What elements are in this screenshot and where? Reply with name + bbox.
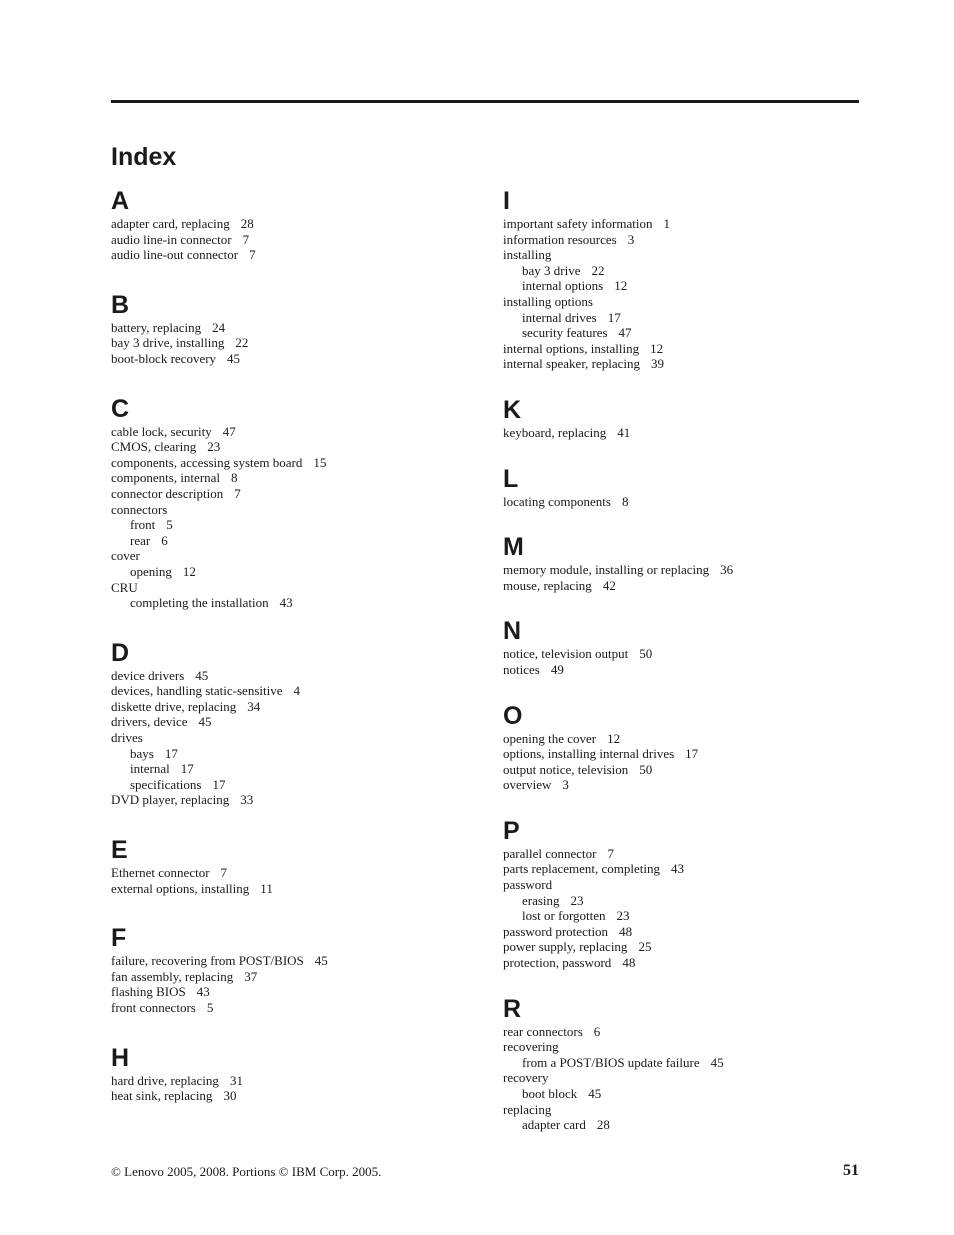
entry-term: parallel connector [503,845,597,861]
entry-page-ref: 17 [685,746,699,762]
entry-term: drives [111,730,143,746]
entry-page-ref: 12 [607,730,621,746]
entry-page-ref: 48 [619,923,633,939]
entry-term: recovering [503,1039,559,1055]
index-entry [111,699,471,715]
index-section-e [111,835,471,896]
index-subentry [503,325,863,341]
entry-term: components, accessing system board [111,454,303,470]
index-entry [111,984,471,1000]
entry-term: battery, replacing [111,319,202,335]
entry-page-ref: 1 [663,216,670,231]
entry-page-ref: 39 [651,356,664,372]
entry-page-ref: 7 [607,845,614,861]
entry-page-ref: 24 [212,319,226,335]
index-entry [503,1024,863,1040]
index-entry [111,683,471,699]
section-letter: H [111,1043,130,1072]
index-section-k [503,395,863,441]
entry-term: flashing BIOS [111,984,186,1000]
index-entry [503,762,863,778]
section-letter: K [503,395,522,424]
entry-term: device drivers [111,667,185,683]
index-entry [111,502,471,518]
index-entry [503,341,863,357]
index-entry [111,351,471,367]
entry-term: overview [503,777,552,793]
index-entry [503,356,863,372]
entry-page-ref: 47 [618,325,632,341]
entry-term: memory module, installing or replacing [503,562,710,578]
index-subentry [503,1086,863,1102]
index-entry [503,562,863,578]
entry-page-ref: 23 [616,908,630,924]
entry-page-ref: 7 [220,865,228,881]
entry-term: password [503,877,553,893]
entry-page-ref: 43 [196,984,210,1000]
section-letter: D [111,638,130,667]
index-entry [503,247,863,263]
index-entry [111,730,471,746]
index-subentry [503,893,863,909]
entry-term: output notice, television [503,761,629,777]
index-entry [503,924,863,940]
entry-page-ref: 6 [593,1023,601,1039]
entry-term: specifications [130,776,202,792]
index-entry [111,1088,471,1104]
index-section-m [503,532,863,593]
entry-term: from a POST/BIOS update failure [522,1054,700,1070]
section-letter: M [503,533,524,562]
index-entry [111,486,471,502]
index-subentry [503,908,863,924]
entry-term: opening [130,563,172,579]
entry-term: internal drives [522,309,597,325]
index-section-a [111,186,471,263]
index-entry [503,232,863,248]
index-entry [111,247,471,263]
entry-term: completing the installation [130,595,269,611]
entry-page-ref: 5 [206,1000,214,1015]
entry-page-ref: 5 [166,517,173,533]
entry-page-ref: 12 [614,278,628,294]
index-entry [503,1070,863,1086]
index-entry [503,939,863,955]
entry-term: locating components [503,493,611,509]
entry-page-ref: 45 [195,667,209,683]
entry-term: parts replacement, completing [503,861,661,877]
entry-page-ref: 23 [570,892,584,908]
entry-term: keyboard, replacing [503,424,607,440]
entry-term: CMOS, clearing [111,439,197,455]
entry-term: audio line-in connector [111,231,232,247]
entry-term: boot-block recovery [111,350,217,366]
page-number: 51 [843,1162,859,1179]
entry-page-ref: 30 [223,1088,237,1104]
entry-term: internal [130,761,170,777]
entry-term: fan assembly, replacing [111,968,234,984]
entry-term: drivers, device [111,714,188,730]
index-entry [111,1073,471,1089]
header-rule [111,100,859,103]
entry-page-ref: 34 [247,698,261,714]
entry-page-ref: 12 [182,563,196,579]
entry-page-ref: 33 [240,792,254,808]
index-subentry [503,1117,863,1133]
entry-term: password protection [503,923,609,939]
page-title: Index [111,143,177,171]
entry-page-ref: 17 [164,745,178,761]
entry-page-ref: 8 [231,470,238,486]
entry-term: front [130,517,156,533]
index-subentry [111,777,471,793]
entry-page-ref: 28 [596,1117,610,1133]
index-entry [111,792,471,808]
entry-term: cable lock, security [111,423,212,439]
section-letter: N [503,617,522,646]
entry-page-ref: 28 [240,216,254,231]
entry-page-ref: 45 [314,953,328,969]
entry-term: bay 3 drive, installing [111,335,225,351]
section-letter: C [111,394,130,423]
entry-term: internal options, installing [503,340,640,356]
entry-page-ref: 45 [198,714,212,730]
entry-term: CRU [111,579,138,595]
entry-page-ref: 22 [235,335,249,351]
entry-page-ref: 37 [244,968,258,984]
index-section-r [503,994,863,1133]
index-entry [503,216,863,232]
index-section-i [503,186,863,372]
index-entry [111,865,471,881]
index-subentry [111,517,471,533]
index-entry [503,861,863,877]
index-entry [111,668,471,684]
index-section-d [111,638,471,808]
entry-page-ref: 22 [591,262,605,278]
index-entry [503,494,863,510]
index-entry [503,731,863,747]
index-entry [111,320,471,336]
section-letter: I [503,187,510,215]
entry-term: components, internal [111,470,221,486]
index-entry [111,439,471,455]
index-entry [111,335,471,351]
index-entry [111,470,471,486]
entry-term: Ethernet connector [111,865,210,881]
footer-copyright: © Lenovo 2005, 2008. Portions © IBM Corp. 2005. [111,1164,382,1179]
entry-term: connector description [111,485,224,501]
entry-term: DVD player, replacing [111,792,230,808]
entry-term: installing [503,247,552,263]
entry-term: important safety information [503,216,653,231]
entry-term: replacing [503,1101,552,1117]
index-entry [111,881,471,897]
entry-term: failure, recovering from POST/BIOS [111,953,304,969]
index-section-b [111,290,471,367]
entry-term: recovery [503,1070,549,1086]
entry-term: opening the cover [503,730,597,746]
entry-term: heat sink, replacing [111,1088,213,1104]
entry-page-ref: 11 [260,880,273,896]
index-section-f [111,923,471,1015]
entry-term: erasing [522,892,560,908]
entry-term: protection, password [503,955,612,971]
entry-term: boot block [522,1086,578,1101]
entry-term: connectors [111,501,168,517]
index-section-n [503,616,863,677]
index-entry [503,662,863,678]
index-subentry [111,595,471,611]
index-section-o [503,701,863,793]
entry-page-ref: 7 [234,485,241,501]
entry-term: security features [522,325,608,341]
entry-page-ref: 36 [720,562,734,578]
section-letter: F [111,924,127,953]
index-subentry [111,746,471,762]
entry-page-ref: 17 [212,776,226,792]
entry-page-ref: 3 [562,777,569,793]
entry-page-ref: 49 [550,661,564,677]
entry-page-ref: 17 [607,309,621,325]
entry-page-ref: 50 [639,646,653,662]
index-entry [503,1102,863,1118]
index-entry [111,953,471,969]
entry-term: cover [111,548,140,564]
entry-term: options, installing internal drives [503,746,675,762]
entry-term: diskette drive, replacing [111,698,237,714]
entry-page-ref: 42 [602,577,616,593]
entry-term: information resources [503,231,617,247]
index-subentry [503,278,863,294]
entry-page-ref: 15 [313,454,327,470]
index-section-p [503,816,863,971]
entry-term: installing options [503,293,593,309]
entry-page-ref: 45 [588,1086,602,1101]
entry-page-ref: 45 [710,1054,724,1070]
index-entry [503,846,863,862]
entry-term: devices, handling static-sensitive [111,683,283,699]
entry-term: notices [503,661,540,677]
section-letter: E [111,836,128,865]
entry-page-ref: 7 [249,247,256,263]
index-column-left [111,186,471,1104]
index-entry [503,1039,863,1055]
entry-term: rear [130,532,151,548]
entry-term: power supply, replacing [503,939,628,955]
index-subentry [111,533,471,549]
index-entry [111,1000,471,1016]
index-entry [111,232,471,248]
entry-term: hard drive, replacing [111,1072,219,1088]
entry-page-ref: 7 [242,231,250,247]
index-entry [503,646,863,662]
index-subentry [503,263,863,279]
entry-term: front connectors [111,1000,196,1015]
index-entry [111,714,471,730]
entry-page-ref: 12 [650,340,664,356]
section-letter: O [503,701,523,730]
index-subentry [503,1055,863,1071]
entry-term: internal options [522,278,604,294]
section-letter: R [503,994,522,1023]
index-subentry [111,761,471,777]
entry-term: notice, television output [503,646,629,662]
index-entry [111,455,471,471]
index-entry [503,294,863,310]
index-entry [503,578,863,594]
entry-page-ref: 8 [621,493,629,509]
entry-page-ref: 45 [227,350,241,366]
index-subentry [111,564,471,580]
section-letter: B [111,290,130,319]
entry-page-ref: 31 [229,1072,243,1088]
entry-term: mouse, replacing [503,577,592,593]
entry-term: bay 3 drive [522,262,581,278]
index-entry [111,424,471,440]
entry-page-ref: 17 [180,761,194,777]
section-letter: A [111,187,130,215]
entry-term: external options, installing [111,880,250,896]
index-section-h [111,1043,471,1104]
index-entry [503,777,863,793]
index-entry [503,877,863,893]
index-entry [111,548,471,564]
entry-term: audio line-out connector [111,247,239,263]
entry-page-ref: 47 [222,423,236,439]
entry-term: adapter card, replacing [111,216,230,231]
entry-page-ref: 41 [617,424,631,440]
entry-term: internal speaker, replacing [503,356,640,372]
section-letter: L [503,464,519,493]
index-entry [111,580,471,596]
entry-page-ref: 43 [671,861,685,877]
index-section-c [111,394,471,611]
index-section-l [503,464,863,510]
entry-term: rear connectors [503,1023,583,1039]
entry-term: lost or forgotten [522,908,606,924]
entry-page-ref: 23 [207,439,221,455]
entry-page-ref: 25 [638,939,652,955]
entry-term: bays [130,745,154,761]
entry-page-ref: 50 [639,761,653,777]
entry-page-ref: 48 [622,955,636,971]
index-entry [503,425,863,441]
entry-page-ref: 6 [161,532,168,548]
index-entry [111,216,471,232]
entry-page-ref: 3 [627,231,635,247]
index-entry [503,955,863,971]
entry-page-ref: 4 [293,683,300,699]
entry-page-ref: 43 [279,595,293,611]
index-subentry [503,310,863,326]
entry-term: adapter card [522,1117,586,1133]
index-entry [503,746,863,762]
index-column-right [503,186,863,1133]
index-entry [111,969,471,985]
section-letter: P [503,816,520,845]
